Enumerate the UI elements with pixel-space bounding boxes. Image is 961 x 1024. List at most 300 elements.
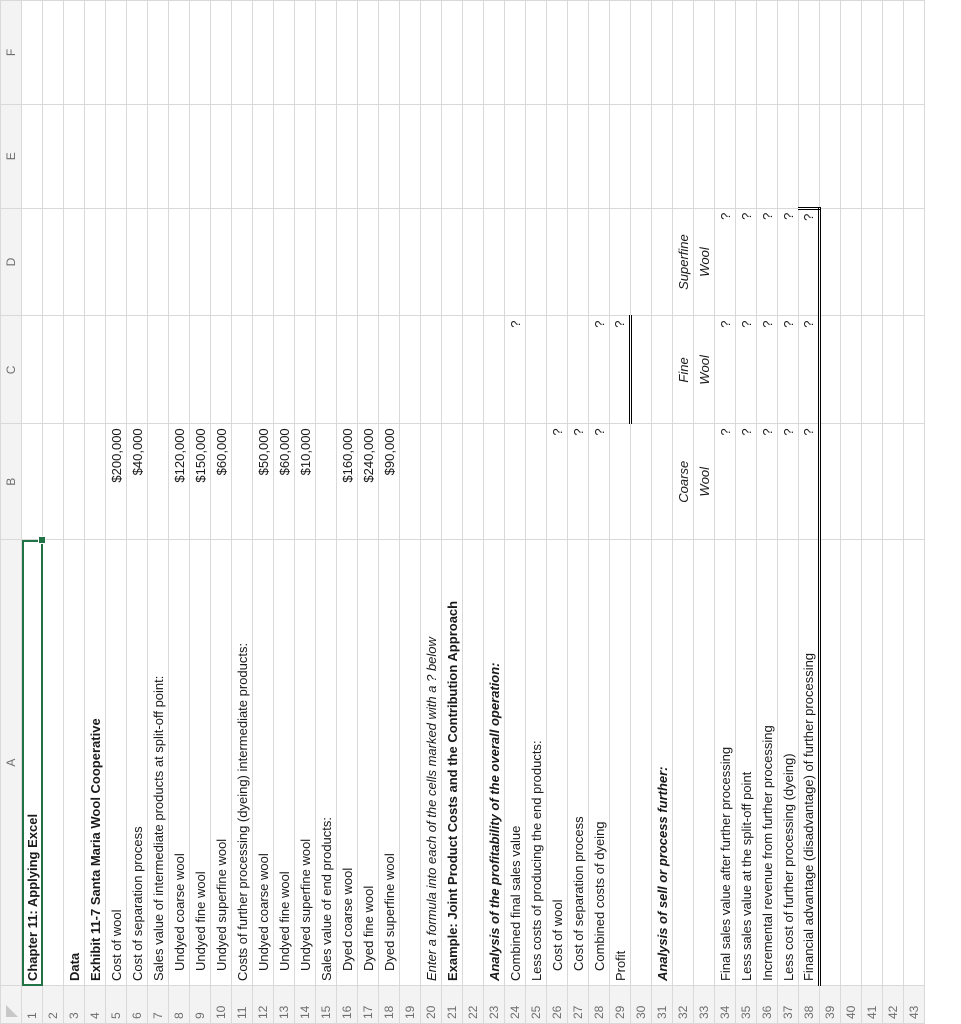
cell-b25[interactable] [526,424,547,540]
cell-e25[interactable] [526,104,547,208]
cell-f22[interactable] [463,1,484,105]
cell-c1[interactable] [22,316,43,424]
cell-b34[interactable]: ? [715,424,736,540]
cell-c2[interactable] [43,316,64,424]
cell-e20[interactable] [421,104,442,208]
cell-a39[interactable] [820,540,841,986]
cell-f31[interactable] [652,1,673,105]
cell-f6[interactable] [127,1,148,105]
cell-e22[interactable] [463,104,484,208]
row-header[interactable]: 9 [190,986,211,1024]
cell-a37[interactable]: Less cost of further processing (dyeing) [778,540,799,986]
cell-d9[interactable] [190,208,211,316]
row-header[interactable]: 26 [547,986,568,1024]
cell-a24[interactable]: Combined final sales value [505,540,526,986]
cell-a17[interactable]: Dyed fine wool [358,540,379,986]
cell-d19[interactable] [400,208,421,316]
row-header[interactable]: 27 [568,986,589,1024]
cell-c34[interactable]: ? [715,316,736,424]
cell-e43[interactable] [904,104,925,208]
cell-e6[interactable] [127,104,148,208]
cell-f32[interactable] [673,1,694,105]
column-header-d[interactable]: D [1,208,22,316]
cell-a6[interactable]: Cost of separation process [127,540,148,986]
cell-c14[interactable] [295,316,316,424]
cell-f36[interactable] [757,1,778,105]
cell-b3[interactable] [64,424,85,540]
cell-b1[interactable] [22,424,43,540]
cell-c22[interactable] [463,316,484,424]
cell-c36[interactable]: ? [757,316,778,424]
row-header[interactable]: 40 [841,986,862,1024]
cell-e17[interactable] [358,104,379,208]
cell-f18[interactable] [379,1,400,105]
row-header[interactable]: 3 [64,986,85,1024]
cell-b37[interactable]: ? [778,424,799,540]
cell-e15[interactable] [316,104,337,208]
cell-e37[interactable] [778,104,799,208]
cell-a32[interactable] [673,540,694,986]
cell-e40[interactable] [841,104,862,208]
cell-e28[interactable] [589,104,610,208]
cell-c35[interactable]: ? [736,316,757,424]
cell-f14[interactable] [295,1,316,105]
cell-a25[interactable]: Less costs of producing the end products: [526,540,547,986]
cell-b8[interactable]: $120,000 [169,424,190,540]
cell-a5[interactable]: Cost of wool [106,540,127,986]
cell-f40[interactable] [841,1,862,105]
cell-d11[interactable] [232,208,253,316]
cell-e14[interactable] [295,104,316,208]
cell-b22[interactable] [463,424,484,540]
row-header[interactable]: 11 [232,986,253,1024]
cell-d41[interactable] [862,208,883,316]
cell-d1[interactable] [22,208,43,316]
cell-e23[interactable] [484,104,505,208]
cell-e18[interactable] [379,104,400,208]
cell-a4[interactable]: Exhibit 11-7 Santa Maria Wool Cooperative [85,540,106,986]
cell-a20[interactable]: Enter a formula into each of the cells marked with a ? below [421,540,442,986]
cell-d27[interactable] [568,208,589,316]
cell-c10[interactable] [211,316,232,424]
cell-c26[interactable] [547,316,568,424]
cell-d24[interactable] [505,208,526,316]
cell-f11[interactable] [232,1,253,105]
row-header[interactable]: 25 [526,986,547,1024]
cell-f25[interactable] [526,1,547,105]
cell-f42[interactable] [883,1,904,105]
cell-c32[interactable]: Fine [673,316,694,424]
cell-b33[interactable]: Wool [694,424,715,540]
row-header[interactable]: 7 [148,986,169,1024]
cell-a31[interactable]: Analysis of sell or process further: [652,540,673,986]
cell-a1[interactable]: Chapter 11: Applying Excel [22,540,43,986]
cell-d35[interactable]: ? [736,208,757,316]
cell-f12[interactable] [253,1,274,105]
cell-f23[interactable] [484,1,505,105]
cell-a35[interactable]: Less sales value at the split-off point [736,540,757,986]
cell-a2[interactable] [43,540,64,986]
cell-e1[interactable] [22,104,43,208]
cell-a40[interactable] [841,540,862,986]
cell-f27[interactable] [568,1,589,105]
cell-a19[interactable] [400,540,421,986]
row-header[interactable]: 24 [505,986,526,1024]
cell-b19[interactable] [400,424,421,540]
cell-e41[interactable] [862,104,883,208]
cell-c8[interactable] [169,316,190,424]
cell-d14[interactable] [295,208,316,316]
cell-a30[interactable] [631,540,652,986]
cell-f24[interactable] [505,1,526,105]
cell-f39[interactable] [820,1,841,105]
cell-d31[interactable] [652,208,673,316]
cell-c9[interactable] [190,316,211,424]
cell-c21[interactable] [442,316,463,424]
cell-b13[interactable]: $60,000 [274,424,295,540]
cell-e36[interactable] [757,104,778,208]
cell-f1[interactable] [22,1,43,105]
cell-c33[interactable]: Wool [694,316,715,424]
cell-d7[interactable] [148,208,169,316]
cell-a22[interactable] [463,540,484,986]
cell-c24[interactable]: ? [505,316,526,424]
cell-b42[interactable] [883,424,904,540]
cell-a23[interactable]: Analysis of the profitability of the overall operation: [484,540,505,986]
cell-f35[interactable] [736,1,757,105]
cell-f28[interactable] [589,1,610,105]
row-header[interactable]: 4 [85,986,106,1024]
row-header[interactable]: 2 [43,986,64,1024]
cell-a29[interactable]: Profit [610,540,631,986]
cell-c16[interactable] [337,316,358,424]
cell-c31[interactable] [652,316,673,424]
cell-e33[interactable] [694,104,715,208]
cell-a18[interactable]: Dyed superfine wool [379,540,400,986]
cell-a13[interactable]: Undyed fine wool [274,540,295,986]
cell-b24[interactable] [505,424,526,540]
cell-e3[interactable] [64,104,85,208]
cell-a38[interactable]: Financial advantage (disadvantage) of further processing [799,540,820,986]
cell-e31[interactable] [652,104,673,208]
cell-b17[interactable]: $240,000 [358,424,379,540]
row-header[interactable]: 34 [715,986,736,1024]
cell-f21[interactable] [442,1,463,105]
cell-e11[interactable] [232,104,253,208]
cell-b12[interactable]: $50,000 [253,424,274,540]
row-header[interactable]: 38 [799,986,820,1024]
cell-c37[interactable]: ? [778,316,799,424]
cell-b39[interactable] [820,424,841,540]
cell-a42[interactable] [883,540,904,986]
row-header[interactable]: 28 [589,986,610,1024]
cell-c28[interactable]: ? [589,316,610,424]
cell-b23[interactable] [484,424,505,540]
cell-b40[interactable] [841,424,862,540]
cell-b7[interactable] [148,424,169,540]
cell-e4[interactable] [85,104,106,208]
cell-c11[interactable] [232,316,253,424]
cell-e27[interactable] [568,104,589,208]
cell-c25[interactable] [526,316,547,424]
cell-e19[interactable] [400,104,421,208]
cell-b21[interactable] [442,424,463,540]
cell-d25[interactable] [526,208,547,316]
cell-c27[interactable] [568,316,589,424]
cell-e8[interactable] [169,104,190,208]
cell-c38[interactable]: ? [799,316,820,424]
cell-e30[interactable] [631,104,652,208]
row-header[interactable]: 30 [631,986,652,1024]
cell-d39[interactable] [820,208,841,316]
cell-d4[interactable] [85,208,106,316]
cell-f29[interactable] [610,1,631,105]
cell-c41[interactable] [862,316,883,424]
row-header[interactable]: 20 [421,986,442,1024]
row-header[interactable]: 37 [778,986,799,1024]
cell-d29[interactable] [610,208,631,316]
cell-f16[interactable] [337,1,358,105]
cell-a34[interactable]: Final sales value after further processing [715,540,736,986]
cell-b36[interactable]: ? [757,424,778,540]
cell-d43[interactable] [904,208,925,316]
cell-c4[interactable] [85,316,106,424]
cell-b28[interactable]: ? [589,424,610,540]
row-header[interactable]: 39 [820,986,841,1024]
cell-d32[interactable]: Superfine [673,208,694,316]
cell-c13[interactable] [274,316,295,424]
cell-f26[interactable] [547,1,568,105]
cell-f3[interactable] [64,1,85,105]
cell-a12[interactable]: Undyed coarse wool [253,540,274,986]
cell-e39[interactable] [820,104,841,208]
row-header[interactable]: 32 [673,986,694,1024]
column-header-c[interactable]: C [1,316,22,424]
cell-c7[interactable] [148,316,169,424]
cell-a33[interactable] [694,540,715,986]
cell-c12[interactable] [253,316,274,424]
cell-b30[interactable] [631,424,652,540]
cell-d2[interactable] [43,208,64,316]
row-header[interactable]: 18 [379,986,400,1024]
cell-c39[interactable] [820,316,841,424]
cell-f10[interactable] [211,1,232,105]
cell-f20[interactable] [421,1,442,105]
cell-a7[interactable]: Sales value of intermediate products at split-off point: [148,540,169,986]
cell-d5[interactable] [106,208,127,316]
cell-b41[interactable] [862,424,883,540]
cell-c15[interactable] [316,316,337,424]
row-header[interactable]: 17 [358,986,379,1024]
cell-f38[interactable] [799,1,820,105]
cell-d10[interactable] [211,208,232,316]
cell-f15[interactable] [316,1,337,105]
cell-a11[interactable]: Costs of further processing (dyeing) intermediate products: [232,540,253,986]
cell-d8[interactable] [169,208,190,316]
row-header[interactable]: 10 [211,986,232,1024]
select-all-corner[interactable] [1,986,22,1024]
row-header[interactable]: 21 [442,986,463,1024]
cell-c29[interactable]: ? [610,316,631,424]
cell-b29[interactable] [610,424,631,540]
cell-b32[interactable]: Coarse [673,424,694,540]
cell-a15[interactable]: Sales value of end products: [316,540,337,986]
cell-a8[interactable]: Undyed coarse wool [169,540,190,986]
cell-f19[interactable] [400,1,421,105]
cell-d34[interactable]: ? [715,208,736,316]
row-header[interactable]: 33 [694,986,715,1024]
cell-b14[interactable]: $10,000 [295,424,316,540]
cell-a36[interactable]: Incremental revenue from further processing [757,540,778,986]
cell-e2[interactable] [43,104,64,208]
row-header[interactable]: 1 [22,986,43,1024]
cell-a14[interactable]: Undyed superfine wool [295,540,316,986]
cell-d21[interactable] [442,208,463,316]
cell-f41[interactable] [862,1,883,105]
cell-d42[interactable] [883,208,904,316]
cell-d40[interactable] [841,208,862,316]
cell-d3[interactable] [64,208,85,316]
cell-b26[interactable]: ? [547,424,568,540]
row-header[interactable]: 35 [736,986,757,1024]
cell-e32[interactable] [673,104,694,208]
row-header[interactable]: 6 [127,986,148,1024]
row-header[interactable]: 23 [484,986,505,1024]
cell-d36[interactable]: ? [757,208,778,316]
row-header[interactable]: 31 [652,986,673,1024]
cell-e38[interactable] [799,104,820,208]
cell-d28[interactable] [589,208,610,316]
row-header[interactable]: 42 [883,986,904,1024]
cell-c3[interactable] [64,316,85,424]
cell-a41[interactable] [862,540,883,986]
row-header[interactable]: 43 [904,986,925,1024]
cell-d16[interactable] [337,208,358,316]
cell-e24[interactable] [505,104,526,208]
cell-d30[interactable] [631,208,652,316]
cell-c18[interactable] [379,316,400,424]
row-header[interactable]: 19 [400,986,421,1024]
cell-e5[interactable] [106,104,127,208]
row-header[interactable]: 14 [295,986,316,1024]
row-header[interactable]: 12 [253,986,274,1024]
cell-b16[interactable]: $160,000 [337,424,358,540]
cell-e7[interactable] [148,104,169,208]
cell-f5[interactable] [106,1,127,105]
cell-a21[interactable]: Example: Joint Product Costs and the Contribution Approach [442,540,463,986]
cell-e9[interactable] [190,104,211,208]
cell-f30[interactable] [631,1,652,105]
cell-b15[interactable] [316,424,337,540]
cell-a3[interactable]: Data [64,540,85,986]
cell-f43[interactable] [904,1,925,105]
cell-f9[interactable] [190,1,211,105]
cell-e13[interactable] [274,104,295,208]
cell-b31[interactable] [652,424,673,540]
row-header[interactable]: 15 [316,986,337,1024]
row-header[interactable]: 36 [757,986,778,1024]
cell-c30[interactable] [631,316,652,424]
cell-c6[interactable] [127,316,148,424]
cell-b18[interactable]: $90,000 [379,424,400,540]
cell-c42[interactable] [883,316,904,424]
cell-b5[interactable]: $200,000 [106,424,127,540]
cell-b10[interactable]: $60,000 [211,424,232,540]
cell-b27[interactable]: ? [568,424,589,540]
cell-a28[interactable]: Combined costs of dyeing [589,540,610,986]
cell-e21[interactable] [442,104,463,208]
cell-b11[interactable] [232,424,253,540]
cell-f37[interactable] [778,1,799,105]
cell-e29[interactable] [610,104,631,208]
cell-b35[interactable]: ? [736,424,757,540]
cell-a43[interactable] [904,540,925,986]
cell-f8[interactable] [169,1,190,105]
cell-b38[interactable]: ? [799,424,820,540]
cell-b2[interactable] [43,424,64,540]
cell-f4[interactable] [85,1,106,105]
cell-b20[interactable] [421,424,442,540]
cell-f2[interactable] [43,1,64,105]
row-header[interactable]: 16 [337,986,358,1024]
cell-d6[interactable] [127,208,148,316]
cell-c40[interactable] [841,316,862,424]
cell-a16[interactable]: Dyed coarse wool [337,540,358,986]
row-header[interactable]: 5 [106,986,127,1024]
cell-d37[interactable]: ? [778,208,799,316]
cell-b43[interactable] [904,424,925,540]
cell-d26[interactable] [547,208,568,316]
column-header-a[interactable]: A [1,540,22,986]
cell-c20[interactable] [421,316,442,424]
column-header-b[interactable]: B [1,424,22,540]
row-header[interactable]: 22 [463,986,484,1024]
cell-f17[interactable] [358,1,379,105]
cell-d38[interactable]: ? [799,208,820,316]
cell-d20[interactable] [421,208,442,316]
column-header-f[interactable]: F [1,1,22,105]
cell-f7[interactable] [148,1,169,105]
cell-e26[interactable] [547,104,568,208]
cell-c23[interactable] [484,316,505,424]
cell-e12[interactable] [253,104,274,208]
cell-a26[interactable]: Cost of wool [547,540,568,986]
cell-c19[interactable] [400,316,421,424]
cell-e16[interactable] [337,104,358,208]
row-header[interactable]: 13 [274,986,295,1024]
cell-b4[interactable] [85,424,106,540]
cell-d33[interactable]: Wool [694,208,715,316]
cell-c5[interactable] [106,316,127,424]
cell-a9[interactable]: Undyed fine wool [190,540,211,986]
row-header[interactable]: 41 [862,986,883,1024]
cell-e35[interactable] [736,104,757,208]
cell-c17[interactable] [358,316,379,424]
column-header-e[interactable]: E [1,104,22,208]
cell-a27[interactable]: Cost of separation process [568,540,589,986]
cell-f34[interactable] [715,1,736,105]
cell-d12[interactable] [253,208,274,316]
cell-c43[interactable] [904,316,925,424]
cell-b9[interactable]: $150,000 [190,424,211,540]
cell-f13[interactable] [274,1,295,105]
cell-d13[interactable] [274,208,295,316]
cell-f33[interactable] [694,1,715,105]
cell-d18[interactable] [379,208,400,316]
cell-e42[interactable] [883,104,904,208]
row-header[interactable]: 8 [169,986,190,1024]
cell-d15[interactable] [316,208,337,316]
